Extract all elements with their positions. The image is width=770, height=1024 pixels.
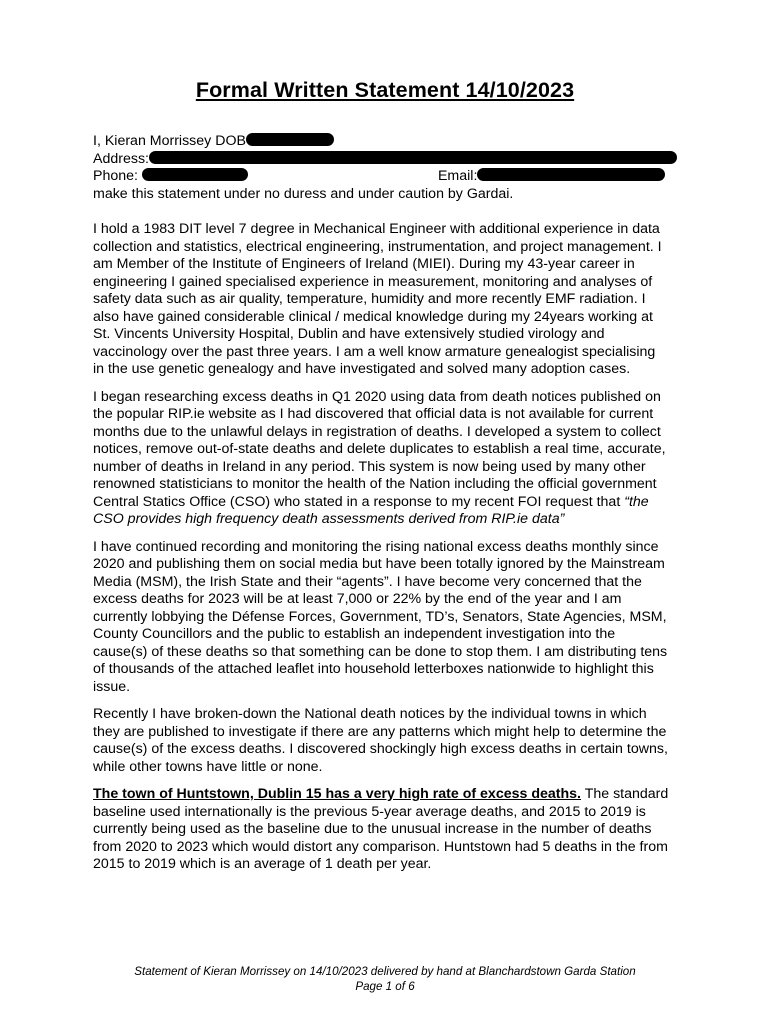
- text-line: number of deaths in Ireland in any period. This system is now being used by many other: [93, 458, 646, 475]
- text-line: Media (MSM), the Irish State and their “agents”. I have become very concerned that the: [93, 573, 642, 590]
- name-label: I, Kieran Morrissey DOB: [93, 133, 246, 149]
- text-line: also have gained considerable clinical / medical knowledge during my 24years working at: [93, 308, 653, 325]
- text-line: of thousands of the attached leaflet into household letterboxes nationwide to highlight this: [93, 661, 654, 677]
- text-span: Central Statics Office (CSO) who stated in a response to my recent FOI request that: [93, 493, 621, 510]
- name-line: [93, 133, 733, 151]
- address-line: [93, 151, 733, 169]
- text-line: 2015 to 2019 which is an average of 1 death per year.: [93, 856, 432, 872]
- paragraph-towns: [93, 706, 733, 776]
- address-label: Address:: [93, 150, 149, 167]
- statement-body: [93, 133, 733, 884]
- text-line: in the use genetic genealogy and have investigated and solved many adoption cases.: [93, 361, 631, 377]
- text-line: issue.: [93, 678, 131, 695]
- text-line: excess deaths for 2023 will be at least 7,000 or 22% by the end of the year and I am: [93, 591, 622, 607]
- text-line: [93, 494, 733, 512]
- text-line: cause(s) of these deaths so that something can be done to stop them. I am distributing tens: [93, 643, 668, 660]
- text-line: months due to the unlawful delays in registration of deaths. I developed a system to collect: [93, 423, 661, 440]
- text-line: they are published to investigate if there are any patterns which might help to determine the: [93, 723, 667, 740]
- huntstown-heading: The town of Huntstown, Dublin 15 has a very high rate of excess deaths.: [93, 786, 581, 802]
- text-line: notices, remove out-of-state deaths and delete duplicates to establish a real time, accurate,: [93, 441, 666, 457]
- text-line: St. Vincents University Hospital, Dublin and have extensively studied virology and: [93, 326, 605, 342]
- email-label: Email:: [437, 168, 478, 184]
- text-line: I began researching excess deaths in Q1 2020 using data from death notices published on: [93, 388, 661, 405]
- paragraph-research: [93, 389, 733, 529]
- header-block: [93, 133, 733, 203]
- text-line: am Member of the Institute of Engineers of Ireland (MIEI). During my 43-year career in: [93, 256, 635, 272]
- paragraph-qualifications: [93, 221, 733, 379]
- paragraph-monitoring: [93, 539, 733, 697]
- text-line: County Councillors and the public to establish an independent investigation into the: [93, 626, 616, 642]
- phone-redaction: [142, 168, 248, 181]
- text-line: safety data such as air quality, temperature, humidity and more recently EMF radiation. I: [93, 291, 646, 307]
- contact-line: [93, 168, 733, 186]
- paragraph-huntstown: [93, 786, 733, 874]
- page-footer: [0, 964, 770, 994]
- text-line: from 2020 to 2023 which would distort any comparison. Huntstown had 5 deaths in the from: [93, 838, 668, 855]
- text-line: I have continued recording and monitoring the rising national excess deaths monthly since: [93, 538, 659, 555]
- text-line: the popular RIP.ie website as I had discovered that official data is not available for current: [93, 406, 654, 422]
- text-line: currently lobbying the Défense Forces, Government, TD’s, Senators, State Agencies, MSM,: [93, 608, 667, 625]
- footer-statement: Statement of Kieran Morrissey on 14/10/2023 delivered by hand at Blanchardstown Garda Station: [134, 965, 636, 978]
- declaration-line: make this statement under no duress and under caution by Gardai.: [93, 185, 514, 202]
- text-line: renowned statisticians to monitor the health of the Nation including the official government: [93, 476, 657, 492]
- page-number: Page 1 of 6: [355, 980, 415, 993]
- text-line: currently being used as the baseline due to the unusual increase in the number of deaths: [93, 821, 652, 837]
- email-redaction: [477, 168, 665, 181]
- text-line: 2020 and publishing them on social media but have been totally ignored by the Mainstream: [93, 556, 665, 572]
- text-line: while other towns have little or none.: [93, 758, 323, 775]
- text-line: Recently I have broken-down the National death notices by the individual towns in which: [93, 706, 647, 722]
- phone-label: Phone:: [93, 168, 138, 184]
- text-line: cause(s) of the excess deaths. I discovered shockingly high excess deaths in certain towns,: [93, 741, 668, 757]
- quote-span: “the: [624, 493, 649, 510]
- text-line: baseline used internationally is the previous 5-year average deaths, and 2015 to 2019 is: [93, 803, 646, 820]
- document-title: Formal Written Statement 14/10/2023: [195, 78, 575, 102]
- text-line: vaccinology over the past three years. I am a well know armature genealogist specialising: [93, 343, 656, 360]
- text-line: collection and statistics, electrical engineering, instrumentation, and project management. I: [93, 238, 662, 255]
- cso-quote: CSO provides high frequency death assessments derived from RIP.ie data”: [93, 511, 565, 527]
- dob-redaction: [246, 133, 334, 146]
- text-span: The standard: [584, 786, 669, 802]
- text-line: I hold a 1983 DIT level 7 degree in Mechanical Engineer with additional experience in data: [93, 221, 660, 237]
- address-redaction: [149, 151, 677, 164]
- text-line: [93, 786, 733, 804]
- text-line: engineering I gained specialised experience in measurement, monitoring and analyses of: [93, 273, 653, 290]
